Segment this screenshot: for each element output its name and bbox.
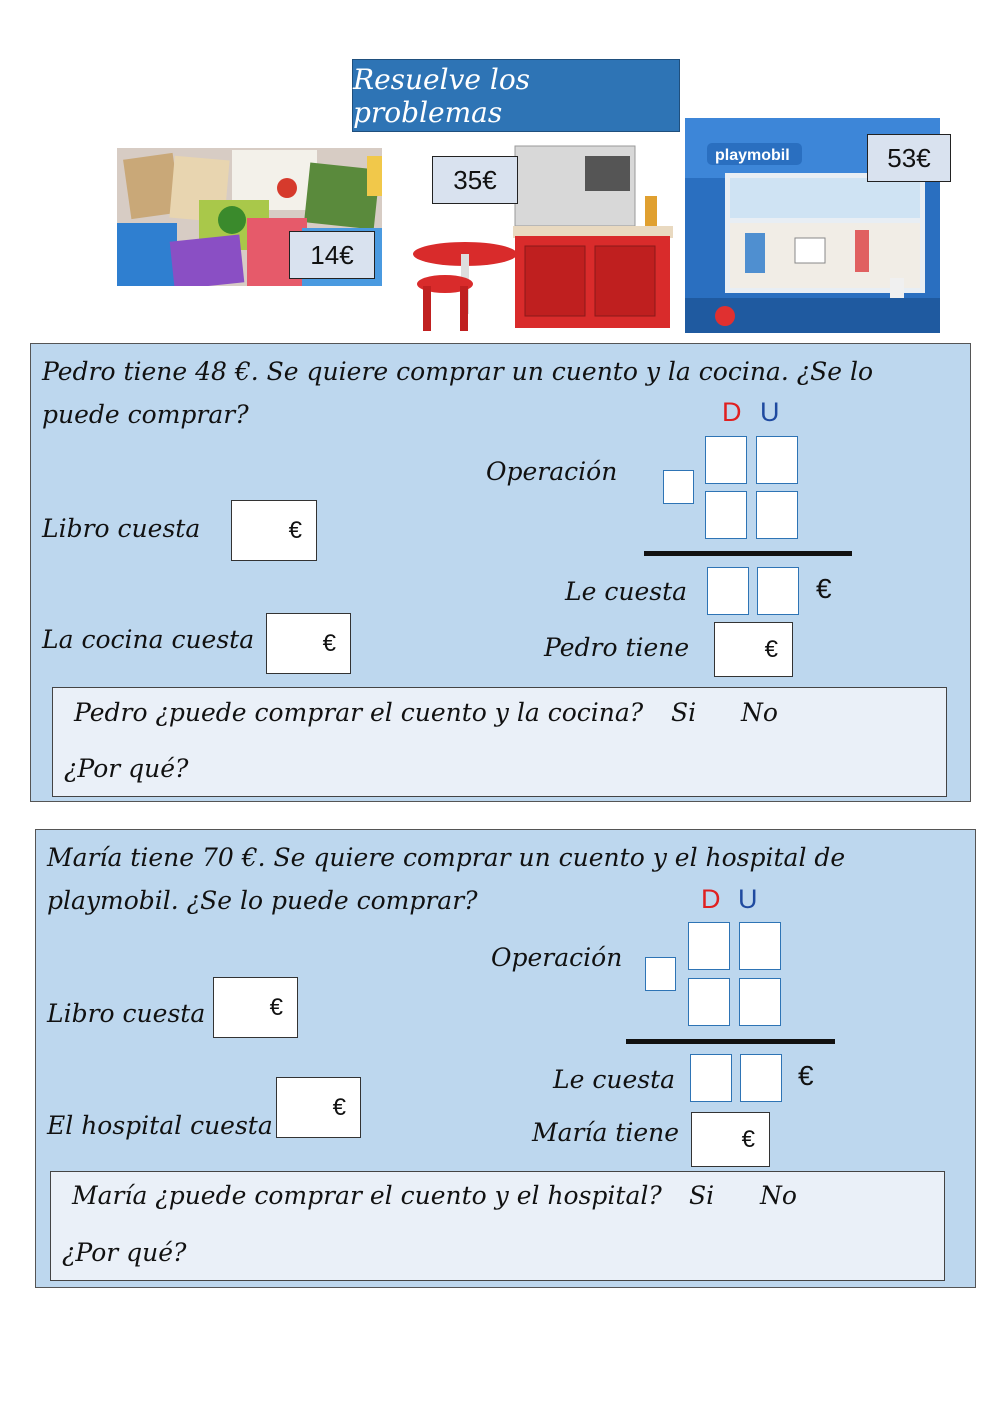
problem-2-no-option[interactable]: No: [760, 1181, 797, 1210]
problem-1-tens-label: D: [722, 397, 742, 427]
problem-1-statement-line-1: Pedro tiene 48 €. Se quiere comprar un cuento y la cocina. ¿Se lo: [42, 357, 874, 386]
problem-1-item-1-price-box[interactable]: [231, 500, 317, 561]
problem-1-units-bottom[interactable]: [756, 491, 798, 539]
euro-sign: €: [269, 993, 283, 1021]
problem-2-tens-top[interactable]: [688, 922, 730, 970]
problem-2-units-bottom[interactable]: [739, 978, 781, 1026]
problem-2-has-label: María tiene: [532, 1118, 680, 1147]
problem-1-yes-option[interactable]: Si: [671, 698, 697, 727]
euro-sign: €: [332, 1093, 346, 1121]
euro-sign: €: [288, 516, 302, 544]
problem-1-cost-units[interactable]: [757, 567, 799, 615]
kitchen-price-tag: 35€: [432, 156, 518, 204]
problem-1-has-label: Pedro tiene: [544, 633, 690, 662]
problem-1-sum-line: [644, 551, 852, 556]
problem-2-item-2-price-box[interactable]: [276, 1077, 361, 1138]
problem-2-statement-line-1: María tiene 70 €. Se quiere comprar un cuento y el hospital de: [47, 843, 846, 872]
playmobil-logo: playmobil: [715, 147, 790, 164]
problem-1-item-1-label: Libro cuesta: [42, 514, 201, 543]
problem-1-units-top[interactable]: [756, 436, 798, 484]
problem-2-cost-tens[interactable]: [690, 1054, 732, 1102]
problem-2-operation-label: Operación: [491, 943, 623, 972]
euro-sign: €: [741, 1125, 755, 1153]
problem-1-statement-line-2: puede comprar?: [42, 400, 249, 429]
problem-1-cost-tens[interactable]: [707, 567, 749, 615]
problem-1-why: ¿Por qué?: [64, 754, 189, 783]
problem-1-cost-euro: €: [816, 573, 832, 604]
problem-1-question: Pedro ¿puede comprar el cuento y la cocina?: [74, 698, 644, 727]
problem-2-sign-box[interactable]: [645, 957, 676, 991]
problem-2-has-box[interactable]: [691, 1112, 770, 1167]
problem-1-tens-top[interactable]: [705, 436, 747, 484]
problem-1-sign-box[interactable]: [663, 470, 694, 504]
problem-1-tens-bottom[interactable]: [705, 491, 747, 539]
problem-2-units-top[interactable]: [739, 922, 781, 970]
hospital-price-tag: 53€: [867, 134, 951, 182]
euro-sign: €: [764, 635, 778, 663]
problem-1-has-box[interactable]: [714, 622, 793, 677]
problem-2-units-label: U: [738, 884, 758, 914]
problem-2-statement-line-2: playmobil. ¿Se lo puede comprar?: [47, 886, 478, 915]
problem-2-tens-bottom[interactable]: [688, 978, 730, 1026]
problem-2-item-1-price-box[interactable]: [213, 977, 298, 1038]
problem-2-yes-option[interactable]: Si: [689, 1181, 715, 1210]
problem-2-item-1-label: Libro cuesta: [47, 999, 206, 1028]
problem-1-item-2-price-box[interactable]: [266, 613, 351, 674]
page-title: Resuelve los problemas: [352, 59, 680, 132]
problem-1-no-option[interactable]: No: [741, 698, 778, 727]
problem-2-tens-label: D: [701, 884, 721, 914]
problem-2-why: ¿Por qué?: [62, 1238, 187, 1267]
books-price-tag: 14€: [289, 231, 375, 279]
problem-1-units-label: U: [760, 397, 780, 427]
problem-1-operation-label: Operación: [486, 457, 618, 486]
problem-2-cost-label: Le cuesta: [553, 1065, 676, 1094]
problem-1-cost-label: Le cuesta: [565, 577, 688, 606]
problem-2-item-2-label: El hospital cuesta: [47, 1111, 273, 1140]
problem-1-item-2-label: La cocina cuesta: [42, 625, 255, 654]
problem-2-sum-line: [626, 1039, 835, 1044]
problem-2-cost-euro: €: [798, 1060, 814, 1091]
problem-2-question: María ¿puede comprar el cuento y el hospital?: [72, 1181, 662, 1210]
problem-2-cost-units[interactable]: [740, 1054, 782, 1102]
euro-sign: €: [322, 629, 336, 657]
